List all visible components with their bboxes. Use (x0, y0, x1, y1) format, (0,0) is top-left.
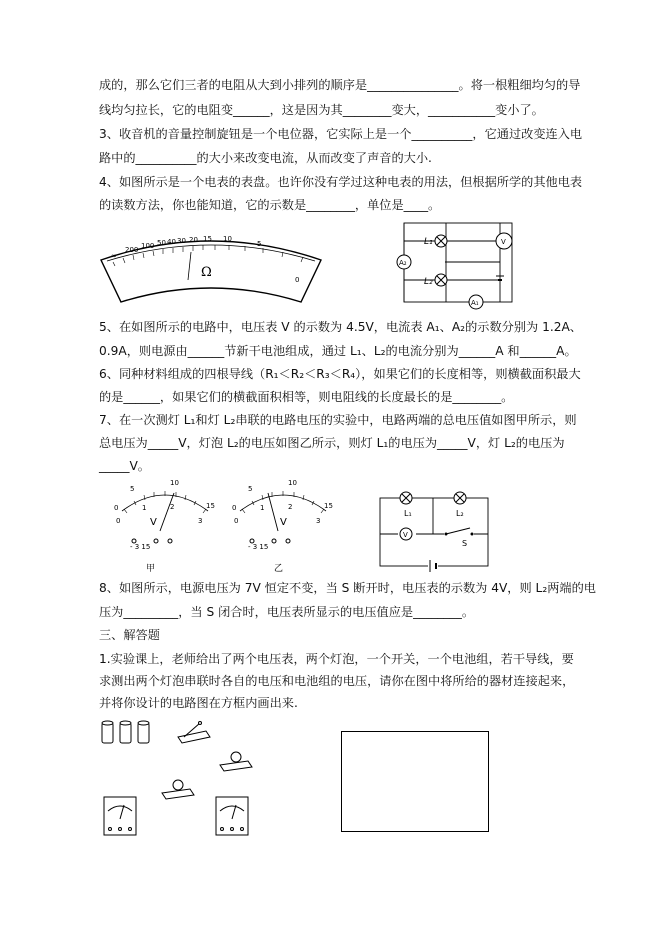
ammeter-a2-label: A₂ (399, 259, 407, 267)
yi-top-15: 15 (324, 502, 333, 510)
jia-caption: 甲 (146, 564, 156, 574)
scale-label-200: 200 (125, 246, 139, 254)
scale-label-30: 30 (177, 237, 186, 245)
scale-label-10: 10 (223, 235, 232, 243)
q8-label-l2: L₂ (456, 509, 464, 518)
label-l2: L₂ (424, 277, 433, 287)
jia-top-5: 5 (130, 485, 135, 493)
scale-label-5: 5 (257, 240, 262, 248)
yi-bottom-0: 0 (234, 517, 239, 525)
question-7-line-1: 7、在一次测灯 L₁和灯 L₂串联的电路电压的实验中，电路两端的总电压值如图甲所示，则 (99, 413, 577, 427)
lamp-holder-icon-1 (220, 752, 252, 771)
voltmeter-device-icon-1 (104, 797, 136, 835)
scale-label-15: 15 (203, 235, 212, 243)
yi-unit: V (280, 517, 287, 528)
jia-unit: V (150, 517, 157, 528)
yi-top-5: 5 (248, 485, 253, 493)
jia-bottom-3: 3 (198, 517, 203, 525)
question-7-line-3: _____V。 (99, 459, 150, 473)
yi-top-0: 0 (232, 504, 237, 512)
scale-label-0: 0 (295, 276, 300, 284)
yi-bottom-1: 1 (260, 504, 265, 512)
question-5-line-1: 5、在如图所示的电路中，电压表 V 的示数为 4.5V，电流表 A₁、A₂的示数分别为 1.2A、 (99, 320, 582, 334)
q8-switch-label: S (462, 539, 468, 548)
circuit-drawing-box[interactable] (341, 731, 489, 832)
voltmeter-figure-yi (228, 475, 338, 575)
jia-terminals: - 3 15 (130, 543, 151, 551)
question-6-line-2: 的是______，如果它们的横截面积相等，则电阻线的长度最长的是________。 (99, 390, 514, 404)
jia-top-15: 15 (206, 502, 215, 510)
yi-bottom-2: 2 (288, 503, 293, 511)
section-3-heading: 三、解答题 (99, 628, 160, 642)
q8-label-l1: L₁ (404, 509, 412, 518)
scale-label-inf: ∞ (111, 252, 117, 260)
jia-needle (160, 493, 174, 531)
jia-bottom-0: 0 (116, 517, 121, 525)
apparatus-illustration (98, 715, 268, 845)
ohmmeter-dial-figure (99, 228, 324, 306)
yi-top-10: 10 (288, 479, 297, 487)
question-3-line-1: 3、收音机的音量控制旋钮是一个电位器，它实际上是一个__________，它通过改变连入电 (99, 127, 583, 141)
answer-q1-line-3: 并将你设计的电路图在方框内画出来. (99, 696, 298, 710)
question-7-line-2: 总电压为_____V，灯泡 L₂的电压如图乙所示，则灯 L₁的电压为_____V，灯 L₂的电压为 (99, 436, 565, 450)
lamp-holder-icon-2 (162, 780, 194, 799)
scale-label-40: 40 (167, 238, 176, 246)
circuit-diagram-q5 (392, 218, 527, 310)
question-4-line-1: 4、如图所示是一个电表的表盘。也许你没有学过这种电表的用法，但根据所学的其他电表 (99, 175, 583, 189)
ohm-unit-symbol: Ω (201, 265, 212, 280)
answer-q1-line-1: 1.实验课上，老师给出了两个电压表，两个灯泡，一个开关，一个电池组，若干导线，要 (99, 652, 574, 666)
voltmeter-device-icon-2 (216, 797, 248, 835)
yi-caption: 乙 (274, 564, 284, 574)
voltmeter-figure-jia (110, 475, 220, 575)
jia-top-10: 10 (170, 479, 179, 487)
q8-voltmeter-label: V (403, 531, 408, 539)
text-line-2: 线均匀拉长，它的电阻变______，这是因为其________变大，___________变小了。 (99, 103, 544, 117)
yi-bottom-3: 3 (316, 517, 321, 525)
ammeter-a1-label: A₁ (471, 299, 479, 307)
jia-top-0: 0 (114, 504, 119, 512)
jia-bottom-1: 1 (142, 504, 147, 512)
scale-label-20: 20 (189, 236, 198, 244)
question-5-line-2: 0.9A，则电源由______节新干电池组成，通过 L₁、L₂的电流分别为______A 和______A。 (99, 344, 577, 358)
battery-cells-icon (102, 721, 149, 743)
yi-needle (268, 493, 278, 531)
question-6-line-1: 6、同种材料组成的四根导线（R₁＜R₂＜R₃＜R₄），如果它们的长度相等，则横截面积最大 (99, 367, 581, 381)
text-line-1: 成的，那么它们三者的电阻从大到小排列的顺序是_______________。将一根粗细均匀的导 (99, 78, 581, 92)
yi-terminals: - 3 15 (248, 543, 269, 551)
jia-bottom-2: 2 (170, 503, 175, 511)
scale-label-100: 100 (141, 242, 155, 250)
voltmeter-label: V (501, 238, 506, 246)
circuit-diagram-q8 (378, 490, 493, 570)
label-l1: L₁ (424, 237, 433, 247)
question-8-line-2: 压为_________，当 S 闭合时，电压表所显示的电压值应是________。 (99, 605, 475, 619)
switch-icon (178, 722, 210, 744)
question-4-line-2: 的读数方法，你也能知道，它的示数是________，单位是____。 (99, 198, 441, 212)
question-8-line-1: 8、如图所示，电源电压为 7V 恒定不变，当 S 断开时，电压表的示数为 4V，则 L₂两端的电 (99, 581, 596, 595)
scale-label-50: 50 (157, 239, 166, 247)
question-3-line-2: 路中的__________的大小来改变电流，从而改变了声音的大小. (99, 151, 432, 165)
answer-q1-line-2: 求测出两个灯泡串联时各自的电压和电池组的电压，请你在图中将所给的器材连接起来， (99, 674, 575, 688)
